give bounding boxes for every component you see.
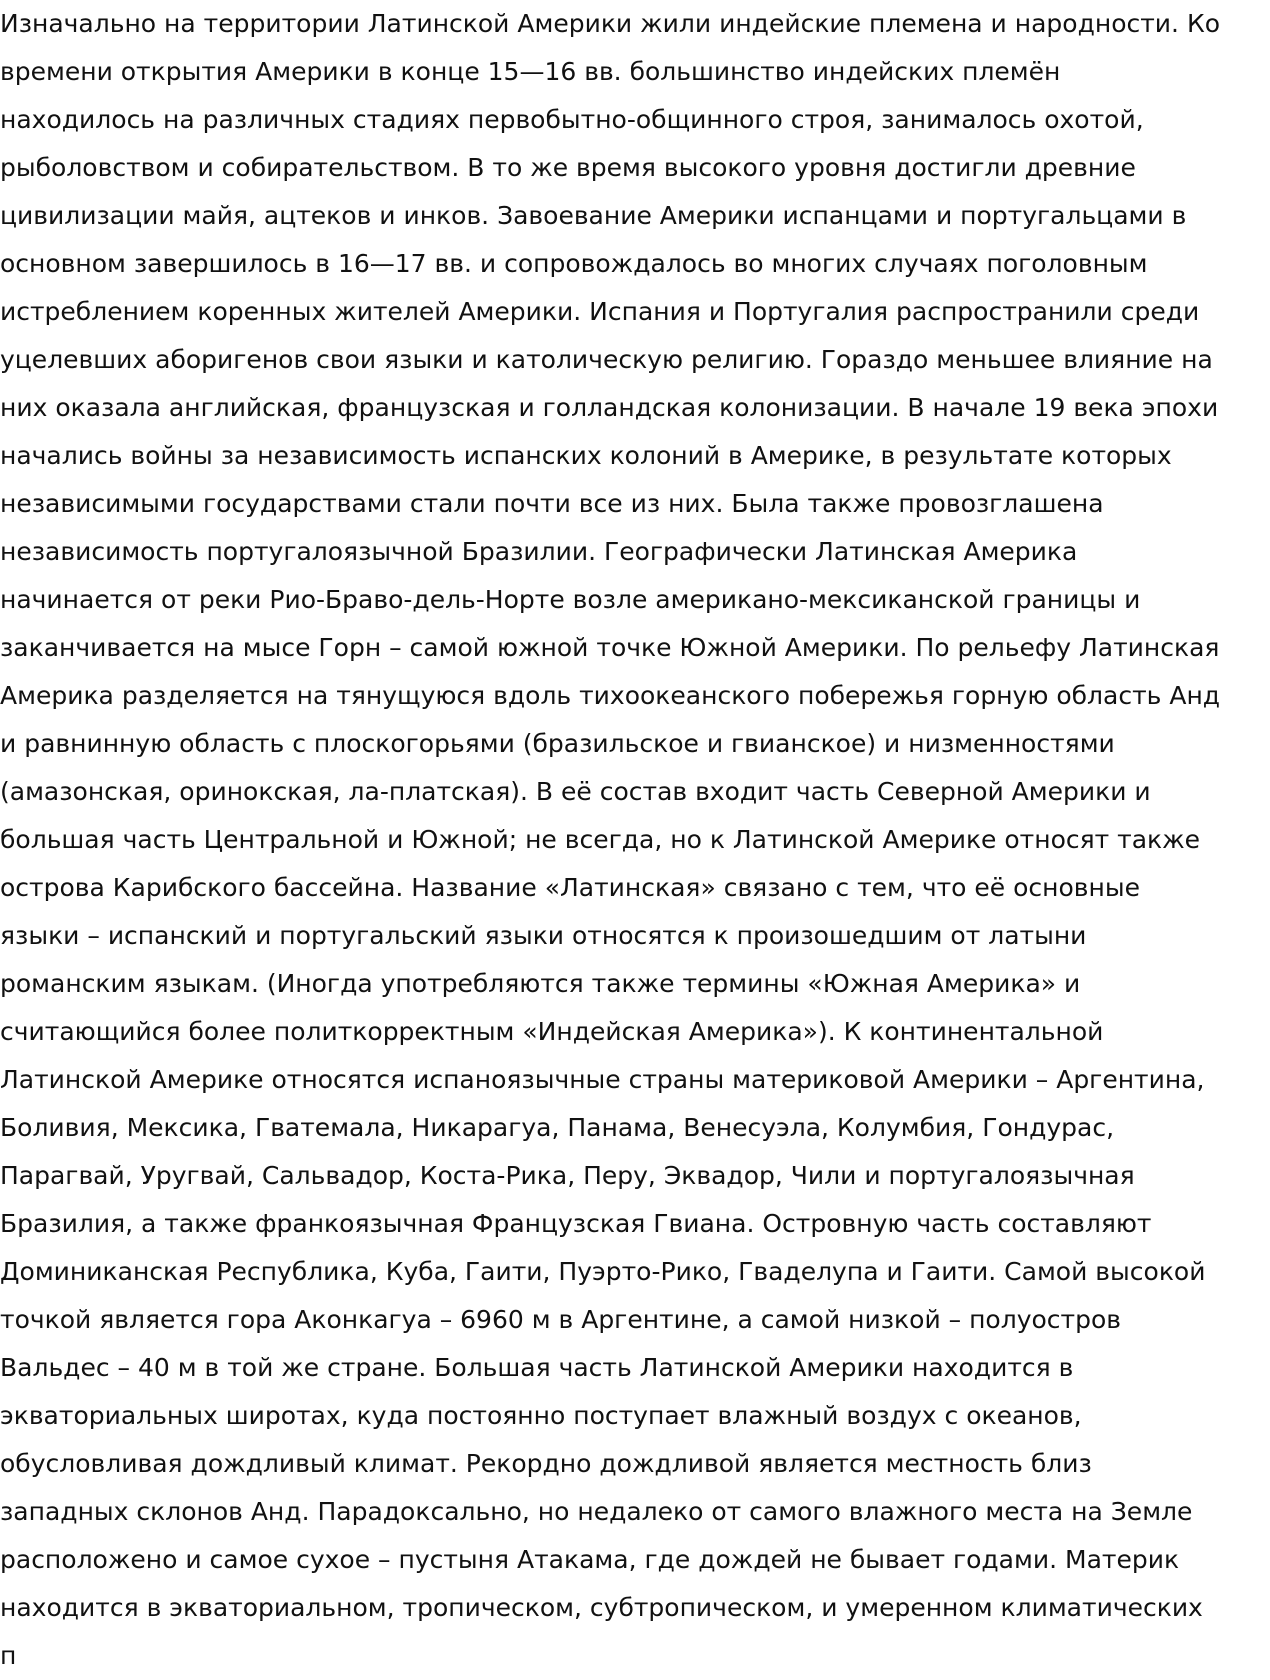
text-line: расположено и самое сухое – пустыня Атакама, где дождей не бывает годами. Материк (0, 1545, 1180, 1574)
text-line: большая часть Центральной и Южной; не всегда, но к Латинской Америке относят также (0, 825, 1201, 854)
text-line: Доминиканская Республика, Куба, Гаити, Пуэрто-Рико, Гваделупа и Гаити. Самой высокой (0, 1257, 1206, 1286)
text-line: считающийся более политкорректным «Индейская Америка»). К континентальной (0, 1017, 1104, 1046)
text-line: Америка разделяется на тянущуюся вдоль тихоокеанского побережья горную область Анд (0, 681, 1221, 710)
text-line: (амазонская, оринокская, ла-платская). В её состав входит часть Северной Америки и (0, 777, 1151, 806)
text-line: Боливия, Мексика, Гватемала, Никарагуа, Панама, Венесуэла, Колумбия, Гондурас, (0, 1113, 1115, 1142)
text-line: Вальдес – 40 м в той же стране. Большая часть Латинской Америки находится в (0, 1353, 1074, 1382)
text-line: обусловливая дождливый климат. Рекордно дождливой является местность близ (0, 1449, 1092, 1478)
text-line: уцелевших аборигенов свои языки и католическую религию. Гораздо меньшее влияние на (0, 345, 1213, 374)
text-line: независимыми государствами стали почти все из них. Была также провозглашена (0, 489, 1104, 518)
text-line: языки – испанский и португальский языки относятся к произошедшим от латыни (0, 921, 1087, 950)
text-line: острова Карибского бассейна. Название «Латинская» связано с тем, что её основные (0, 873, 1140, 902)
text-line: них оказала английская, французская и голландская колонизации. В начале 19 века эпохи (0, 393, 1219, 422)
text-line: заканчивается на мысе Горн – самой южной точке Южной Америки. По рельефу Латинская (0, 633, 1220, 662)
text-line: точкой является гора Аконкагуа – 6960 м в Аргентине, а самой низкой – полуостров (0, 1305, 1121, 1334)
text-line: находится в экваториальном, тропическом, субтропическом, и умеренном климатических (0, 1593, 1203, 1622)
text-line: экваториальных широтах, куда постоянно поступает влажный воздух с океанов, (0, 1401, 1082, 1430)
text-line: Парагвай, Уругвай, Сальвадор, Коста-Рика, Перу, Эквадор, Чили и португалоязычная (0, 1161, 1135, 1190)
text-line: времени открытия Америки в конце 15—16 вв. большинство индейских племён (0, 57, 1061, 86)
text-line: Латинской Америке относятся испаноязычные страны материковой Америки – Аргентина, (0, 1065, 1205, 1094)
text-line: и равнинную область с плоскогорьями (бразильское и гвианское) и низменностями (0, 729, 1115, 758)
text-line: Бразилия, а также франкоязычная Французская Гвиана. Островную часть составляют (0, 1209, 1152, 1238)
text-line: западных склонов Анд. Парадоксально, но недалеко от самого влажного места на Земле (0, 1497, 1193, 1526)
text-line: независимость португалоязычной Бразилии. Географически Латинская Америка (0, 537, 1078, 566)
text-line: истреблением коренных жителей Америки. Испания и Португалия распространили среди (0, 297, 1200, 326)
text-line: п (0, 1641, 17, 1670)
text-line: романским языкам. (Иногда употребляются также термины «Южная Америка» и (0, 969, 1081, 998)
text-line: начались войны за независимость испанских колоний в Америке, в результате которых (0, 441, 1172, 470)
text-line: Изначально на территории Латинской Америки жили индейские племена и народности. Ко (0, 9, 1220, 38)
text-line: находилось на различных стадиях первобытно-общинного строя, занималось охотой, (0, 105, 1144, 134)
text-line: основном завершилось в 16—17 вв. и сопровождалось во многих случаях поголовным (0, 249, 1148, 278)
text-line: цивилизации майя, ацтеков и инков. Завоевание Америки испанцами и португальцами в (0, 201, 1187, 230)
text-line: начинается от реки Рио-Браво-дель-Норте возле американо-мексиканской границы и (0, 585, 1141, 614)
text-line: рыболовством и собирательством. В то же время высокого уровня достигли древние (0, 153, 1136, 182)
